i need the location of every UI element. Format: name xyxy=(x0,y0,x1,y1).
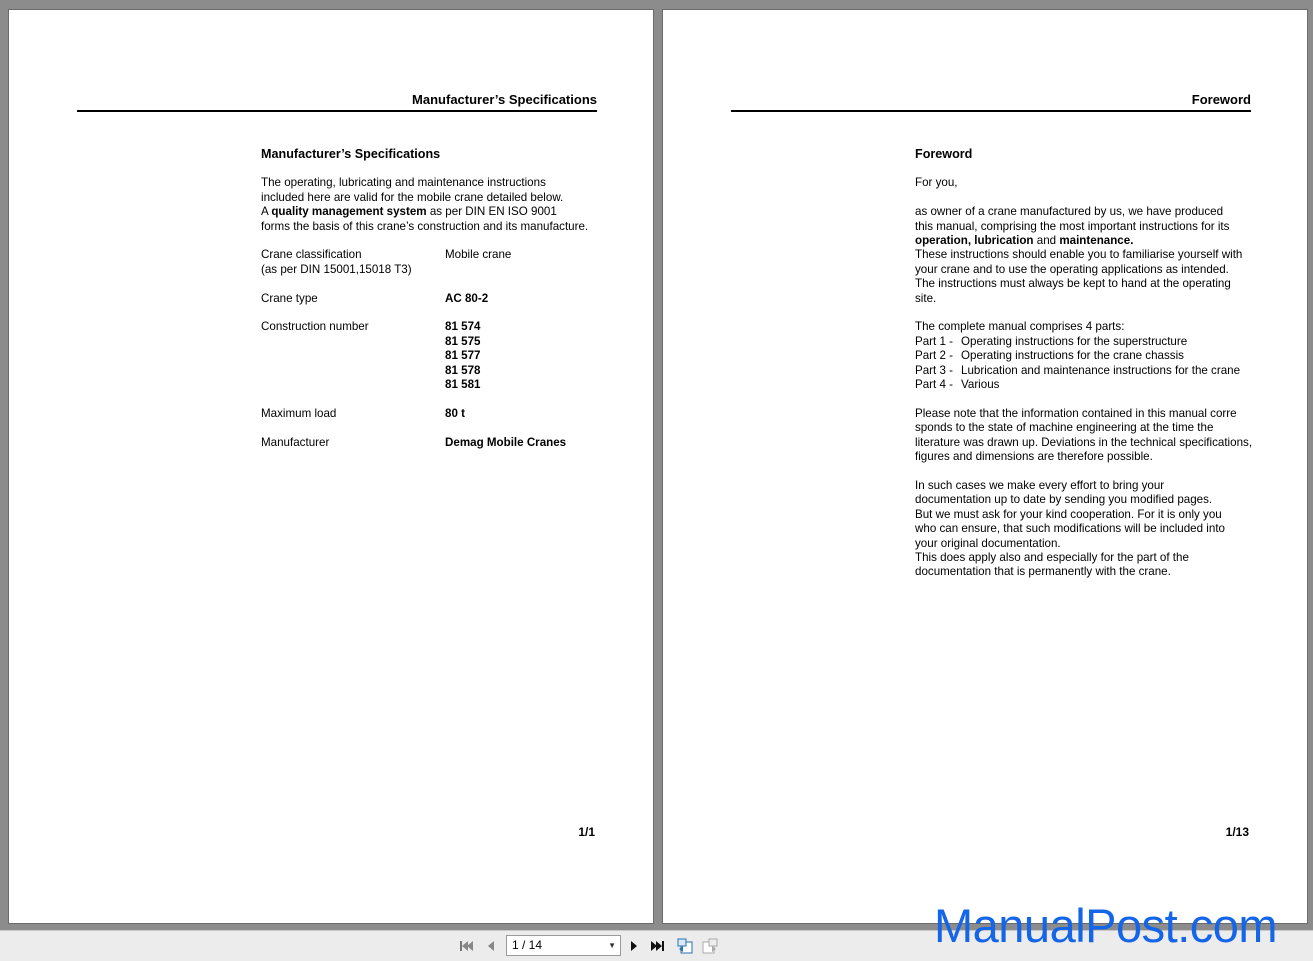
first-page-icon[interactable] xyxy=(457,937,475,955)
text-fragment: and xyxy=(1033,234,1060,248)
page-number: 1/1 xyxy=(578,825,595,839)
text-line: The operating, lubricating and maintenance instructions xyxy=(261,176,546,190)
chevron-down-icon: ▼ xyxy=(608,941,616,950)
paragraph xyxy=(915,479,1265,580)
paragraph xyxy=(915,407,1265,465)
spec-label: Crane type xyxy=(261,291,318,305)
construction-number: 81 581 xyxy=(445,378,481,392)
text-line: included here are valid for the mobile crane detailed below. xyxy=(261,190,564,204)
spec-label xyxy=(261,248,445,277)
text-line: This does apply also and especially for the part of the xyxy=(915,550,1189,564)
spec-value: Mobile crane xyxy=(445,248,512,262)
part-label: Part 1 - xyxy=(915,334,954,348)
page-manufacturers-specifications xyxy=(8,9,654,924)
part-text: Operating instructions for the superstructure xyxy=(961,334,1188,348)
part-text: Various xyxy=(961,378,1000,392)
text-line: Please note that the information contained in this manual corre xyxy=(915,406,1237,420)
text-line: this manual, comprising the most important instructions for its xyxy=(915,219,1230,233)
spec-row-max-load xyxy=(261,407,611,421)
bold-text: quality management system xyxy=(271,205,427,219)
part-text: Operating instructions for the crane chassis xyxy=(961,349,1184,363)
part-item xyxy=(915,349,1265,363)
part-label: Part 3 - xyxy=(915,363,954,377)
parts-list xyxy=(915,320,1265,392)
page-body xyxy=(915,147,1265,594)
page-body xyxy=(261,147,611,464)
spec-label-line: Crane classification xyxy=(261,248,362,262)
construction-number: 81 578 xyxy=(445,363,481,377)
spec-label: Manufacturer xyxy=(261,435,330,449)
text-line: site. xyxy=(915,291,937,305)
text-line: figures and dimensions are therefore possible. xyxy=(915,450,1153,464)
construction-number: 81 574 xyxy=(445,320,481,334)
text-line xyxy=(261,205,611,219)
spec-row-construction xyxy=(261,320,611,392)
page-foreword xyxy=(662,9,1308,924)
bold-text: maintenance. xyxy=(1059,234,1134,248)
running-head: Manufacturer’s Specifications xyxy=(77,92,597,112)
text-line: literature was drawn up. Deviations in the technical specifications, xyxy=(915,435,1253,449)
text-line: as owner of a crane manufactured by us, we have produced xyxy=(915,205,1224,219)
spec-label: Maximum load xyxy=(261,406,337,420)
spec-value xyxy=(445,320,480,392)
watermark: ManualPost.com xyxy=(934,899,1278,952)
spec-value: 80 t xyxy=(445,406,465,420)
spec-row-manufacturer xyxy=(261,436,611,450)
part-item xyxy=(915,335,1265,349)
next-page-icon[interactable] xyxy=(625,937,643,955)
part-label: Part 2 - xyxy=(915,349,954,363)
part-item xyxy=(915,364,1265,378)
text-fragment: as per DIN EN ISO 9001 xyxy=(426,205,557,219)
text-line: In such cases we make every effort to bring your xyxy=(915,478,1165,492)
section-title: Foreword xyxy=(915,147,973,161)
construction-number: 81 575 xyxy=(445,334,481,348)
last-page-icon[interactable] xyxy=(649,937,667,955)
text-line: forms the basis of this crane’s construction and its manufacture. xyxy=(261,219,589,233)
text-line: documentation up to date by sending you modified pages. xyxy=(915,493,1213,507)
text-line: documentation that is permanently with the crane. xyxy=(915,565,1171,579)
page-indicator: 1 / 14 xyxy=(512,938,543,952)
paragraph xyxy=(915,205,1265,306)
part-label: Part 4 - xyxy=(915,378,954,392)
running-head: Foreword xyxy=(731,92,1251,112)
previous-page-icon[interactable] xyxy=(482,937,500,955)
section-title: Manufacturer’s Specifications xyxy=(261,147,441,161)
spec-row-classification xyxy=(261,248,611,277)
greeting: For you, xyxy=(915,176,958,190)
text-line: your crane and to use the operating applications as intended. xyxy=(915,262,1229,276)
text-line: sponds to the state of machine engineering at the time the xyxy=(915,421,1214,435)
text-fragment: A xyxy=(261,205,272,219)
text-line: But we must ask for your kind cooperation. For it is only you xyxy=(915,507,1222,521)
page-number: 1/13 xyxy=(1225,825,1249,839)
text-line: who can ensure, that such modifications will be included into xyxy=(915,522,1225,536)
parts-intro: The complete manual comprises 4 parts: xyxy=(915,320,1125,334)
bold-text: operation, lubrication xyxy=(915,234,1034,248)
spec-row-type xyxy=(261,292,611,306)
spec-label-line: (as per DIN 15001,15018 T3) xyxy=(261,262,412,276)
intro-paragraph xyxy=(261,176,611,234)
text-line: The instructions must always be kept to hand at the operating xyxy=(915,277,1231,291)
part-text: Lubrication and maintenance instructions for the crane xyxy=(961,363,1241,377)
construction-number: 81 577 xyxy=(445,349,481,363)
previous-view-icon[interactable] xyxy=(676,937,694,955)
next-view-icon[interactable] xyxy=(701,937,719,955)
text-line xyxy=(915,234,1265,248)
page-number-select[interactable] xyxy=(506,935,621,956)
spec-value: Demag Mobile Cranes xyxy=(445,435,567,449)
text-line: your original documentation. xyxy=(915,536,1061,550)
spec-label: Construction number xyxy=(261,320,369,334)
part-item xyxy=(915,378,1265,392)
spec-value: AC 80-2 xyxy=(445,291,489,305)
text-line: These instructions should enable you to familiarise yourself with xyxy=(915,248,1243,262)
